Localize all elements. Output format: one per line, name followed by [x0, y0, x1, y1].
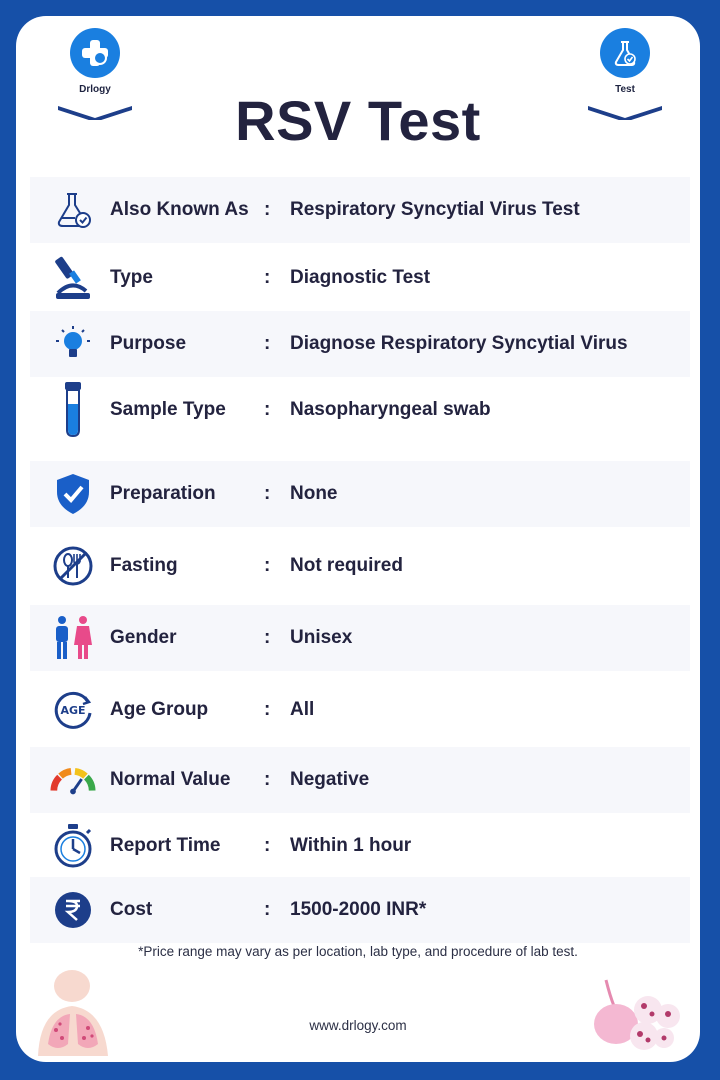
age-icon: [50, 687, 96, 733]
row-separator: :: [264, 627, 271, 648]
row-value: Not required: [290, 555, 403, 576]
row-separator: :: [264, 699, 271, 720]
row-separator: :: [264, 835, 271, 856]
row-label: Preparation: [110, 483, 216, 504]
row-separator: :: [264, 333, 271, 354]
rupee-icon: [50, 887, 96, 933]
test-badge-label: Test: [615, 84, 635, 95]
row-fasting: [30, 533, 690, 599]
row-separator: :: [264, 555, 271, 576]
row-value: Diagnose Respiratory Syncytial Virus: [290, 333, 628, 354]
row-preparation: [30, 461, 690, 527]
website-link[interactable]: www.drlogy.com: [309, 1018, 407, 1033]
row-report-time: [30, 813, 690, 879]
row-label: Purpose: [110, 333, 187, 354]
page-title: RSV Test: [235, 89, 481, 152]
row-label: Sample Type: [110, 399, 226, 420]
drlogy-logo-icon: [70, 28, 120, 78]
row-value: Respiratory Syncytial Virus Test: [290, 199, 580, 220]
drlogy-badge-label: Drlogy: [79, 84, 111, 95]
test-tube-icon: [50, 387, 96, 433]
row-label: Cost: [110, 899, 153, 920]
row-separator: :: [264, 483, 271, 504]
price-disclaimer: *Price range may vary as per location, lab type, and procedure of lab test.: [138, 944, 578, 959]
gauge-icon: [50, 757, 96, 803]
row-separator: :: [264, 199, 271, 220]
row-normal-value: [30, 747, 690, 813]
no-food-icon: [50, 543, 96, 589]
row-label: Gender: [110, 627, 177, 648]
shield-check-icon: [50, 471, 96, 517]
microscope-icon: [50, 255, 96, 301]
flask-check-icon: [50, 187, 96, 233]
row-type: [30, 245, 690, 311]
row-value: All: [290, 699, 315, 720]
row-separator: :: [264, 899, 271, 920]
row-separator: :: [264, 267, 271, 288]
row-value: Nasopharyngeal swab: [290, 399, 491, 420]
row-value: Within 1 hour: [290, 835, 412, 856]
info-card: [16, 16, 700, 1062]
row-age-group: [30, 677, 690, 743]
row-label: Type: [110, 267, 153, 288]
row-sample-type: [30, 377, 690, 443]
flask-logo-icon: [600, 28, 650, 78]
lightbulb-icon: [50, 321, 96, 367]
row-label: Report Time: [110, 835, 221, 856]
row-value: Negative: [290, 769, 370, 790]
row-label: Also Known As: [110, 199, 249, 220]
row-value: Diagnostic Test: [290, 267, 431, 288]
row-value: None: [290, 483, 338, 504]
row-gender: [30, 605, 690, 671]
svg-text:AGE: AGE: [60, 704, 86, 717]
row-label: Normal Value: [110, 769, 231, 790]
row-label: Age Group: [110, 699, 209, 720]
row-separator: :: [264, 769, 271, 790]
alveoli-illustration-icon: [584, 976, 684, 1056]
male-female-icon: [50, 615, 96, 661]
row-purpose: [30, 311, 690, 377]
row-label: Fasting: [110, 555, 178, 576]
row-cost: [30, 877, 690, 943]
lungs-illustration-icon: [34, 966, 114, 1056]
row-also-known-as: [30, 177, 690, 243]
stopwatch-icon: [50, 823, 96, 869]
row-separator: :: [264, 399, 271, 420]
row-value: Unisex: [290, 627, 353, 648]
row-value: 1500-2000 INR*: [290, 899, 427, 920]
